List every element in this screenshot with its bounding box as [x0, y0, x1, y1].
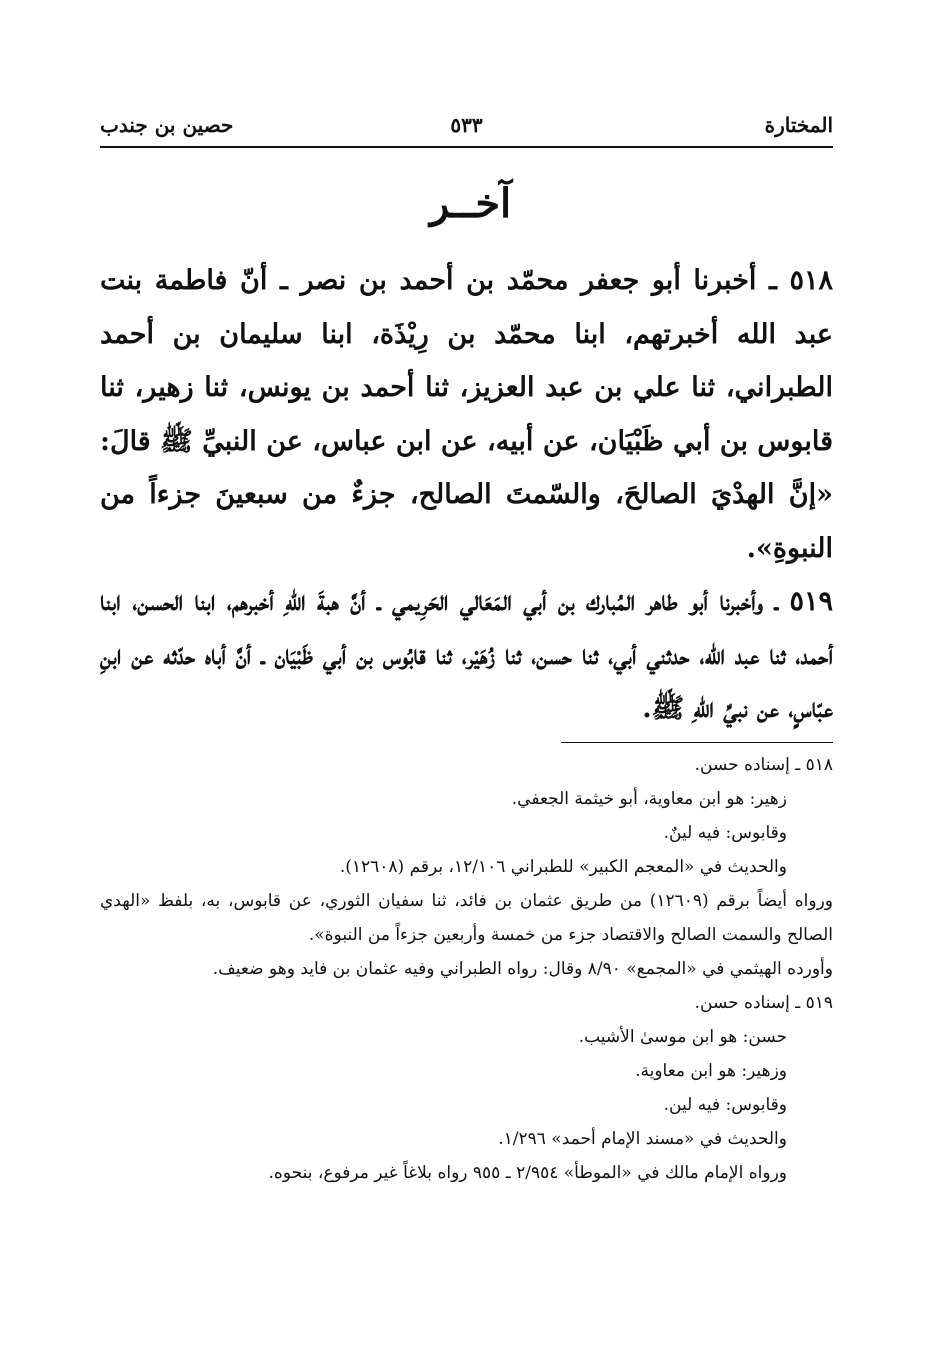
hadith-number: ٥١٨: [789, 265, 833, 296]
footnote-line: والحديث في «المعجم الكبير» للطبراني ١٢/١٠٦، برقم (١٢٦٠٨).: [339, 857, 787, 877]
footnote-line: وزهير: هو ابن معاوية.: [635, 1061, 787, 1081]
hadith-519: [100, 575, 833, 736]
footnote-line: ورواه أيضاً برقم (١٢٦٠٩) من طريق عثمان بن فائد، ثنا سفيان الثوري، عن قابوس، به، بلفظ «الهدي الصالح والسمت الصالح والاقتصاد جزء من خمسة وأربعين جزءاً من النبوة».: [100, 891, 833, 945]
footnote-line: وقابوس: فيه لين.: [663, 1095, 787, 1115]
page-number: ٥٣٣: [450, 113, 483, 137]
running-header: [100, 113, 833, 143]
book-title: المختارة: [764, 113, 833, 137]
footnote-line: والحديث في «مسند الإمام أحمد» ١/٢٩٦.: [498, 1129, 787, 1149]
footnote-rule: [561, 742, 833, 743]
footnote-line: وأورده الهيثمي في «المجمع» ٨/٩٠ وقال: رواه الطبراني وفيه عثمان بن فايد وهو ضعيف.: [212, 959, 833, 979]
header-rule: [100, 146, 833, 148]
hadith-text: [100, 254, 833, 736]
hadith-518: [100, 254, 833, 575]
hadith-body: ـ وأخبرنا أبو طاهر المُبارك بن أبي المَعَالي الحَرِيمي ـ أنَّ هبةَ اللّهِ أخبرهم، ابنا الحسن، ابنا أحمد، ثنا عبد الله، حدثني أبي، ثنا حسن، ثنا زُهَيْر، ثنا قابُوس بن أبي ظَبْيَان ـ أنَّ أباه حدّثه عن ابنِ عبّاسٍ، عن نبيِّ اللّهِ ﷺ.: [100, 586, 833, 724]
hadith-number: ٥١٩: [789, 586, 834, 617]
footnotes: [100, 748, 833, 1190]
footnote-line: ٥١٨ ـ إسناده حسن.: [694, 755, 833, 775]
footnote-line: ورواه الإمام مالك في «الموطأ» ٢/٩٥٤ ـ ٩٥٥ رواه بلاغاً غير مرفوع، بنحوه.: [268, 1163, 787, 1183]
footnote-line: وقابوس: فيه لينٌ.: [663, 823, 787, 843]
chapter-title: حصين بن جندب: [100, 113, 234, 137]
footnote-line: حسن: هو ابن موسىٰ الأشيب.: [578, 1027, 787, 1047]
footnote-line: زهير: هو ابن معاوية، أبو خيثمة الجعفي.: [511, 789, 787, 809]
hadith-body: ـ أخبرنا أبو جعفر محمّد بن أحمد بن نصر ـ أنّ فاطمة بنت عبد الله أخبرتهم، ابنا محمّد بن رِيْذَة، ابنا سليمان بن أحمد الطبراني، ثنا علي بن عبد العزيز، ثنا أحمد بن يونس، ثنا زهير، ثنا قابوس بن أبي ظَبْيَان، عن أبيه، عن ابن عباس، عن النبيِّ ﷺ قالَ: «إنَّ الهدْيَ الصالحَ، والسّمتَ الصالح، جزءٌ من سبعينَ جزءاً من النبوةِ».: [100, 265, 833, 564]
section-title: آخــر: [429, 180, 512, 227]
footnote-line: ٥١٩ ـ إسناده حسن.: [694, 993, 833, 1013]
